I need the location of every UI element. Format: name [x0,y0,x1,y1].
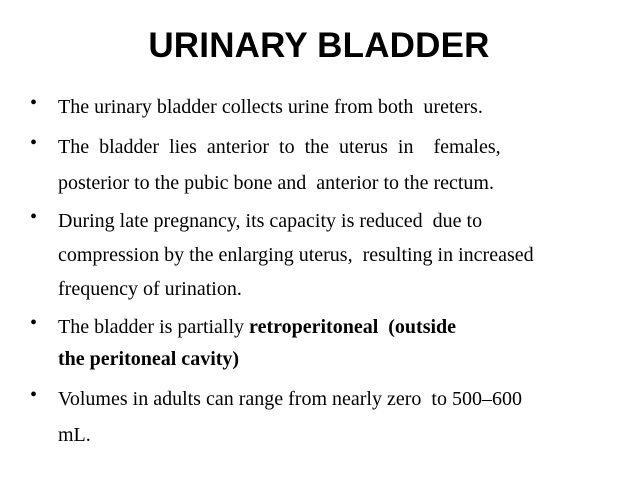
bullet-item [30,384,620,450]
bullet-item [30,206,620,304]
bullet-dot-icon: • [30,206,38,228]
bullet-text-bold: the peritoneal cavity) [58,348,240,370]
bullet-dot-icon: • [30,312,38,334]
bullet-text-line: compression by the enlarging uterus, resulting in increased [58,244,534,266]
bullet-text-line: posterior to the pubic bone and anterior to the rectum. [58,172,494,194]
bullet-text-line: Volumes in adults can range from nearly zero to 500–600 [58,388,522,410]
slide-title: URINARY BLADDER [148,26,490,65]
bullet-text-line: The urinary bladder collects urine from both ureters. [58,96,483,118]
bullet-dot-icon: • [30,92,38,114]
bullet-text-line: mL. [58,424,91,446]
bullet-text-line: The bladder lies anterior to the uterus in females, [58,136,501,158]
bullet-list [30,92,620,450]
bullet-text-line: During late pregnancy, its capacity is reduced due to [58,210,483,232]
bullet-item [30,92,620,122]
bullet-dot-icon: • [30,384,38,406]
bullet-text-line [58,312,620,342]
bullet-dot-icon: • [30,132,38,154]
bullet-text-bold: retroperitoneal (outside [249,316,457,338]
bullet-text-plain: The bladder is partially [58,316,250,338]
bullet-item [30,132,620,198]
bullet-text-line: frequency of urination. [58,278,242,300]
bullet-item [30,312,620,374]
bullet-text-line [58,344,620,374]
